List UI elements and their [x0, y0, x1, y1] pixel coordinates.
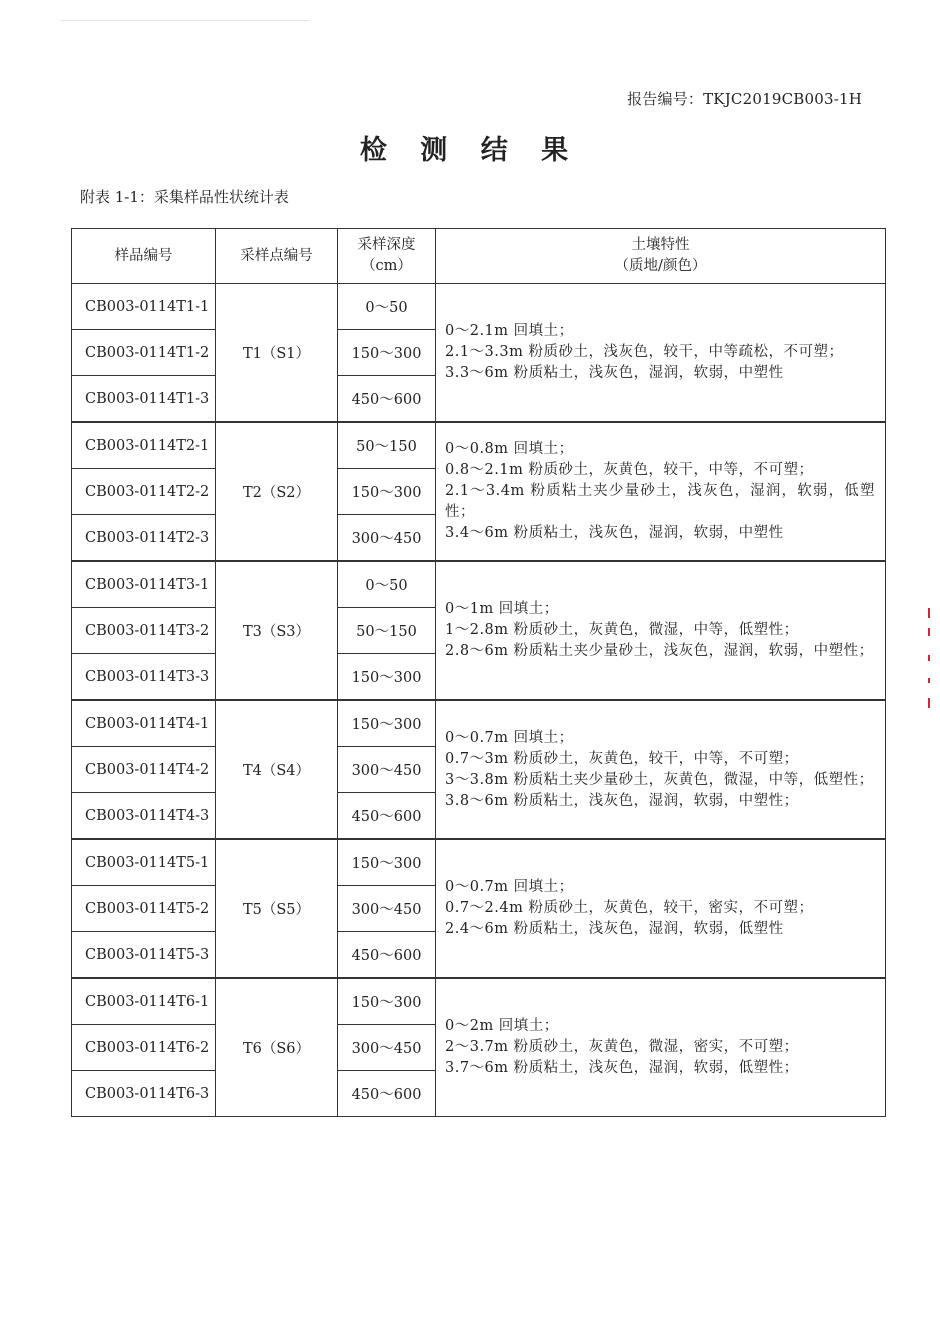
sample-id-cell: CB003-0114T2-2 — [72, 469, 216, 515]
sample-depth-cell: 300～450 — [338, 886, 436, 932]
sample-depth-cell: 150～300 — [338, 330, 436, 376]
soil-layer-description: 3～3.8m 粉质粘土夹少量砂土，灰黄色，微湿，中等，低塑性； — [445, 771, 874, 788]
soil-layer-description: 3.7～6m 粉质粘土，浅灰色，湿润，软弱，低塑性； — [445, 1060, 799, 1076]
sample-depth-cell: 450～600 — [338, 1071, 436, 1117]
sample-depth-cell: 50～150 — [338, 422, 436, 469]
soil-layer-description: 2.1～3.3m 粉质砂土，浅灰色，较干，中等疏松，不可塑； — [445, 344, 844, 360]
sample-id-cell: CB003-0114T6-2 — [72, 1025, 216, 1071]
sample-id-cell: CB003-0114T1-3 — [72, 376, 216, 423]
soil-layer-description: 2.4～6m 粉质粘土，浅灰色，湿润，软弱，低塑性 — [445, 921, 784, 937]
sample-id-cell: CB003-0114T4-1 — [72, 700, 216, 747]
soil-layer-description: 2～3.7m 粉质砂土，灰黄色，微湿，密实，不可塑； — [445, 1039, 799, 1055]
sampling-point-cell: T2（S2） — [216, 422, 338, 561]
soil-layer-description: 0～2.1m 回填土； — [445, 323, 574, 339]
soil-characteristics-cell — [436, 284, 886, 423]
header-point-id: 采样点编号 — [216, 229, 338, 284]
sample-id-cell: CB003-0114T5-1 — [72, 839, 216, 886]
page-title: 检 测 结 果 — [359, 135, 581, 166]
sampling-point-cell: T5（S5） — [216, 839, 338, 978]
sample-id-cell: CB003-0114T6-3 — [72, 1071, 216, 1117]
header-characteristics-sub: （质地/颜色） — [614, 258, 707, 274]
header-sample-id: 样品编号 — [72, 229, 216, 284]
header-depth — [338, 229, 436, 284]
soil-layer-description: 0～0.8m 回填土； — [445, 441, 574, 457]
sample-id-cell: CB003-0114T2-1 — [72, 422, 216, 469]
soil-characteristics-cell — [436, 839, 886, 978]
header-characteristics-label: 土壤特性 — [631, 237, 690, 253]
table-row — [72, 839, 886, 886]
sample-depth-cell: 300～450 — [338, 1025, 436, 1071]
soil-characteristics-cell — [436, 561, 886, 700]
soil-characteristics-cell — [436, 422, 886, 561]
sample-id-cell: CB003-0114T3-3 — [72, 654, 216, 701]
sample-depth-cell: 150～300 — [338, 700, 436, 747]
sample-depth-cell: 50～150 — [338, 608, 436, 654]
sample-depth-cell: 0～50 — [338, 284, 436, 330]
soil-layer-description: 0.8～2.1m 粉质砂土，灰黄色，较干，中等，不可塑； — [445, 462, 814, 478]
soil-layer-description: 0～0.7m 回填土； — [445, 729, 574, 746]
sample-depth-cell: 0～50 — [338, 561, 436, 608]
table-row — [72, 284, 886, 330]
sample-id-cell: CB003-0114T1-2 — [72, 330, 216, 376]
sample-id-cell: CB003-0114T2-3 — [72, 515, 216, 562]
table-row — [72, 978, 886, 1025]
table-header-row — [72, 229, 886, 284]
soil-layer-description: 2.1～3.4m 粉质粘土夹少量砂土，浅灰色，湿润，软弱，低塑性； — [445, 483, 875, 520]
sample-id-cell: CB003-0114T5-2 — [72, 886, 216, 932]
soil-layer-description: 0.7～2.4m 粉质砂土，灰黄色，较干，密实，不可塑； — [445, 900, 814, 916]
table-caption: 附表 1-1：采集样品性状统计表 — [80, 188, 289, 206]
soil-layer-description: 3.4～6m 粉质粘土，浅灰色，湿润，软弱，中塑性 — [445, 525, 784, 541]
sample-depth-cell: 150～300 — [338, 978, 436, 1025]
sample-id-cell: CB003-0114T6-1 — [72, 978, 216, 1025]
header-characteristics — [436, 229, 886, 284]
header-depth-label: 采样深度 — [357, 237, 416, 253]
table-row — [72, 700, 886, 747]
sample-depth-cell: 450～600 — [338, 932, 436, 979]
sample-id-cell: CB003-0114T4-3 — [72, 793, 216, 840]
sampling-point-cell: T4（S4） — [216, 700, 338, 839]
soil-layer-description: 2.8～6m 粉质粘土夹少量砂土，浅灰色，湿润，软弱，中塑性； — [445, 643, 874, 659]
seal-edge-mark — [924, 600, 936, 710]
sampling-point-cell: T3（S3） — [216, 561, 338, 700]
sample-id-cell: CB003-0114T5-3 — [72, 932, 216, 979]
header-depth-unit: （cm） — [361, 258, 412, 274]
sample-id-cell: CB003-0114T1-1 — [72, 284, 216, 330]
scan-artifact-line — [60, 20, 310, 21]
sampling-point-cell: T6（S6） — [216, 978, 338, 1117]
table-body — [72, 284, 886, 1117]
soil-layer-description: 3.8～6m 粉质粘土，浅灰色，湿润，软弱，中塑性； — [445, 792, 799, 809]
soil-layer-description: 0～0.7m 回填土； — [445, 879, 574, 895]
soil-layer-description: 0～1m 回填土； — [445, 601, 559, 617]
table-row — [72, 561, 886, 608]
sample-depth-cell: 150～300 — [338, 839, 436, 886]
sample-id-cell: CB003-0114T4-2 — [72, 747, 216, 793]
soil-layer-description: 3.3～6m 粉质粘土，浅灰色，湿润，软弱，中塑性 — [445, 365, 784, 381]
soil-characteristics-cell — [436, 978, 886, 1117]
table-row — [72, 422, 886, 469]
sample-depth-cell: 300～450 — [338, 515, 436, 562]
sample-depth-cell: 300～450 — [338, 747, 436, 793]
sampling-point-cell: T1（S1） — [216, 284, 338, 423]
sample-depth-cell: 450～600 — [338, 376, 436, 423]
sample-properties-table — [71, 228, 886, 1117]
sample-id-cell: CB003-0114T3-2 — [72, 608, 216, 654]
soil-layer-description: 1～2.8m 粉质砂土，灰黄色，微湿，中等，低塑性； — [445, 622, 799, 638]
sample-depth-cell: 150～300 — [338, 654, 436, 701]
sample-id-cell: CB003-0114T3-1 — [72, 561, 216, 608]
soil-layer-description: 0～2m 回填土； — [445, 1018, 559, 1034]
sample-depth-cell: 450～600 — [338, 793, 436, 840]
report-number: 报告编号：TKJC2019CB003-1H — [627, 90, 862, 108]
sample-depth-cell: 150～300 — [338, 469, 436, 515]
soil-layer-description: 0.7～3m 粉质砂土，灰黄色，较干，中等，不可塑； — [445, 750, 799, 767]
soil-characteristics-cell — [436, 700, 886, 839]
